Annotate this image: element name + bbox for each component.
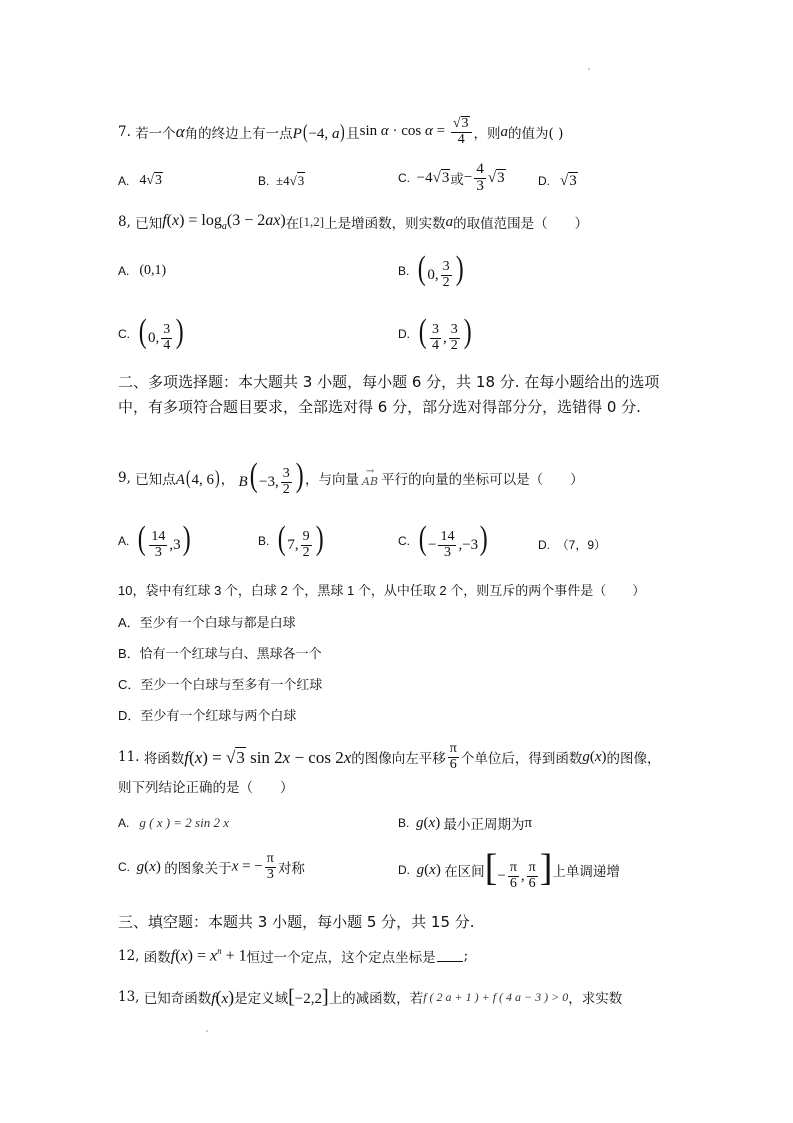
option-text: 上单调递增	[552, 864, 620, 881]
question-text: 已知点	[135, 472, 176, 488]
option-value: (0,1)	[139, 263, 167, 278]
q10-option-d[interactable]: D．至少有一个红球与两个白球	[118, 708, 297, 723]
question-text: 将函数	[143, 751, 185, 767]
option-value: ±4√ 3	[276, 173, 305, 188]
question-text: 的值为( )	[508, 126, 564, 142]
interval: [1,2]	[299, 214, 325, 229]
q10-option-c[interactable]: C．至少一个白球与至多有一个红球	[118, 677, 323, 692]
alpha-symbol: α	[175, 122, 185, 141]
question-12-stem	[118, 944, 468, 968]
option-label: A.	[118, 816, 130, 830]
q9-option-b[interactable]	[258, 522, 325, 561]
function-g: g(x)	[416, 814, 441, 831]
function-def: f(x) = √ 3 sin 2x − cos 2x	[184, 747, 352, 767]
question-text: 的图像向左平移	[351, 751, 446, 767]
question-10-stem: 10，袋中有红球 3 个，白球 2 个，黑球 1 个，从中任取 2 个，则互斥的两个事件是（ ）	[118, 583, 646, 598]
question-text: 上是增函数，则实数	[324, 216, 446, 232]
option-value: ( $\frac{3}{4}$ , $\frac{3}{2}$ )	[418, 313, 472, 354]
question-text: 是定义域	[234, 991, 289, 1007]
q11-option-c[interactable]	[118, 852, 305, 882]
question-text: 平行的向量的坐标可以是（ ）	[381, 472, 584, 488]
q8-option-b[interactable]	[398, 252, 465, 291]
option-label: A.	[118, 173, 130, 188]
scan-speck	[206, 1030, 208, 1032]
question-8-stem	[118, 209, 588, 235]
shift-pi-over-6: $\frac{\pi}{6}$	[449, 740, 457, 772]
point-b: B( −3, $\frac{3}{2}$ )	[238, 456, 304, 497]
option-text: 最小正周期为	[443, 817, 525, 833]
question-text: ;	[463, 948, 469, 964]
option-value: √ 3	[560, 173, 577, 189]
question-text: ，求实数	[568, 991, 623, 1007]
question-7-stem	[118, 117, 563, 147]
interval: [− $\frac{\pi}{6}$ , $\frac{\pi}{6}$ ]	[484, 847, 553, 892]
question-text: 上的减函数，若	[328, 991, 424, 1007]
var-a: a	[500, 123, 509, 140]
option-value-text: 4	[139, 173, 147, 188]
section-3-heading: 三、填空题：本题共 3 小题，每小题 5 分，共 15 分.	[118, 913, 475, 931]
question-text: 若一个	[135, 126, 176, 142]
option-label: B.	[258, 534, 270, 549]
q7-option-a[interactable]	[118, 172, 163, 189]
option-value: g ( x ) = 2 sin 2 x	[139, 815, 230, 830]
vector-label: AB	[362, 474, 379, 488]
option-text: 的图象关于	[164, 861, 232, 878]
option-value: ( 7, $\frac{9}{2}$ )	[277, 520, 324, 561]
option-label: C.	[398, 171, 410, 186]
function-g: g(x)	[416, 861, 441, 878]
question-text: 已知奇函数	[143, 991, 212, 1007]
question-text: 且	[346, 126, 360, 142]
question-text: 个单位后，得到函数	[460, 751, 583, 767]
option-value: ( − $\frac{14}{3}$ ,−3)	[418, 520, 488, 561]
q7-option-c[interactable]	[398, 162, 506, 195]
option-label: B.	[258, 173, 270, 188]
option-value: − $\frac{4}{3}$ √ 3	[463, 161, 505, 194]
q7-option-b[interactable]	[258, 172, 305, 189]
q10-option-a[interactable]: A．至少有一个白球与都是白球	[118, 615, 296, 630]
option-value: 4√ 3	[139, 173, 163, 188]
question-number: 7.	[118, 124, 131, 140]
option-value-text: ±4	[276, 173, 290, 188]
option-label: D.	[538, 537, 550, 552]
section-2-heading: 二、多项选择题：本大题共 3 小题，每小题 6 分，共 18 分. 在每小题给出的选项中，有多项符合题目要求，全部选对得 6 分，部分选对得部分分，选错得 0 分.	[118, 373, 660, 416]
question-text: 已知	[135, 216, 163, 232]
point-p: P(−4, a)	[292, 120, 346, 143]
option-text: 在区间	[444, 864, 485, 881]
question-9-stem	[118, 458, 584, 498]
option-text: 对称	[277, 861, 305, 878]
question-11-line2: 则下列结论正确的是（ ）	[118, 780, 294, 796]
q9-option-d[interactable]	[538, 536, 606, 553]
q9-option-a[interactable]	[118, 522, 192, 561]
question-text: 函数	[143, 950, 171, 966]
q11-option-a[interactable]	[118, 815, 229, 831]
question-number: 8,	[118, 214, 131, 230]
function-f: f(x)	[211, 986, 235, 1007]
vector-ab: → AB	[362, 465, 379, 488]
option-label: B.	[398, 264, 410, 279]
question-number: 11.	[118, 749, 140, 765]
question-text: 恒过一个定点，这个定点坐标是	[246, 950, 436, 966]
option-value: ( 0, $\frac{3}{4}$ )	[138, 313, 184, 354]
option-label: D.	[538, 174, 550, 188]
question-11-stem	[118, 735, 661, 779]
q10-option-b[interactable]: B．恰有一个红球与白、黑球各一个	[118, 646, 322, 661]
option-connector: 或	[450, 172, 464, 189]
question-number: 12,	[118, 948, 140, 964]
question-text: 的取值范围是（ ）	[453, 216, 589, 232]
option-label: A.	[118, 534, 130, 549]
inequality: f ( 2 a + 1 ) + f ( 4 a − 3 ) > 0	[423, 989, 569, 1004]
option-value: ( 0, $\frac{3}{2}$ )	[417, 250, 464, 291]
scan-speck	[588, 68, 590, 70]
var-a: a	[445, 213, 454, 230]
option-value: −4√ 3	[416, 170, 450, 187]
function-def: $f(x) = x^n + 1$	[170, 946, 247, 965]
q7-option-d[interactable]	[538, 172, 578, 190]
question-text: 在	[285, 216, 300, 232]
option-value: （7，9）	[556, 538, 607, 552]
function-def: $f(x) = \log_a(3 - 2ax)$	[162, 211, 286, 233]
question-13-stem	[118, 984, 622, 1010]
question-text: ，则	[473, 126, 501, 142]
question-number: 9,	[118, 470, 131, 486]
equation: sin α · cos α = √ 3 4	[360, 116, 474, 147]
pi-symbol: π	[524, 814, 533, 831]
domain: [−2,2]	[288, 985, 329, 1008]
option-value: ( $\frac{14}{3}$ ,3)	[137, 520, 191, 561]
question-text: ，	[220, 472, 235, 488]
question-text: 的图像，	[606, 751, 661, 767]
question-text: ，与向量	[305, 472, 360, 488]
q8-option-d[interactable]	[398, 315, 473, 354]
option-label: B.	[398, 816, 410, 830]
axis-equation: x = − $\frac{\pi}{3}$	[231, 851, 274, 882]
option-label: D.	[398, 863, 410, 878]
option-label: D.	[398, 327, 410, 342]
q11-option-b[interactable]	[398, 813, 532, 833]
function-g: g(x)	[582, 748, 607, 765]
q8-option-c[interactable]	[118, 315, 186, 354]
question-number: 13,	[118, 989, 140, 1005]
function-g: g(x)	[136, 858, 161, 875]
point-a: A(4, 6)	[175, 466, 220, 489]
q9-option-c[interactable]	[398, 522, 490, 561]
answer-blank[interactable]	[437, 951, 463, 962]
option-label: C.	[398, 534, 410, 549]
option-label: C.	[118, 327, 130, 342]
question-text: 角的终边上有一点	[184, 126, 293, 142]
q8-option-a[interactable]	[118, 263, 166, 279]
option-label: C.	[118, 860, 130, 875]
q11-option-d[interactable]	[398, 849, 620, 892]
option-label: A.	[118, 264, 130, 278]
